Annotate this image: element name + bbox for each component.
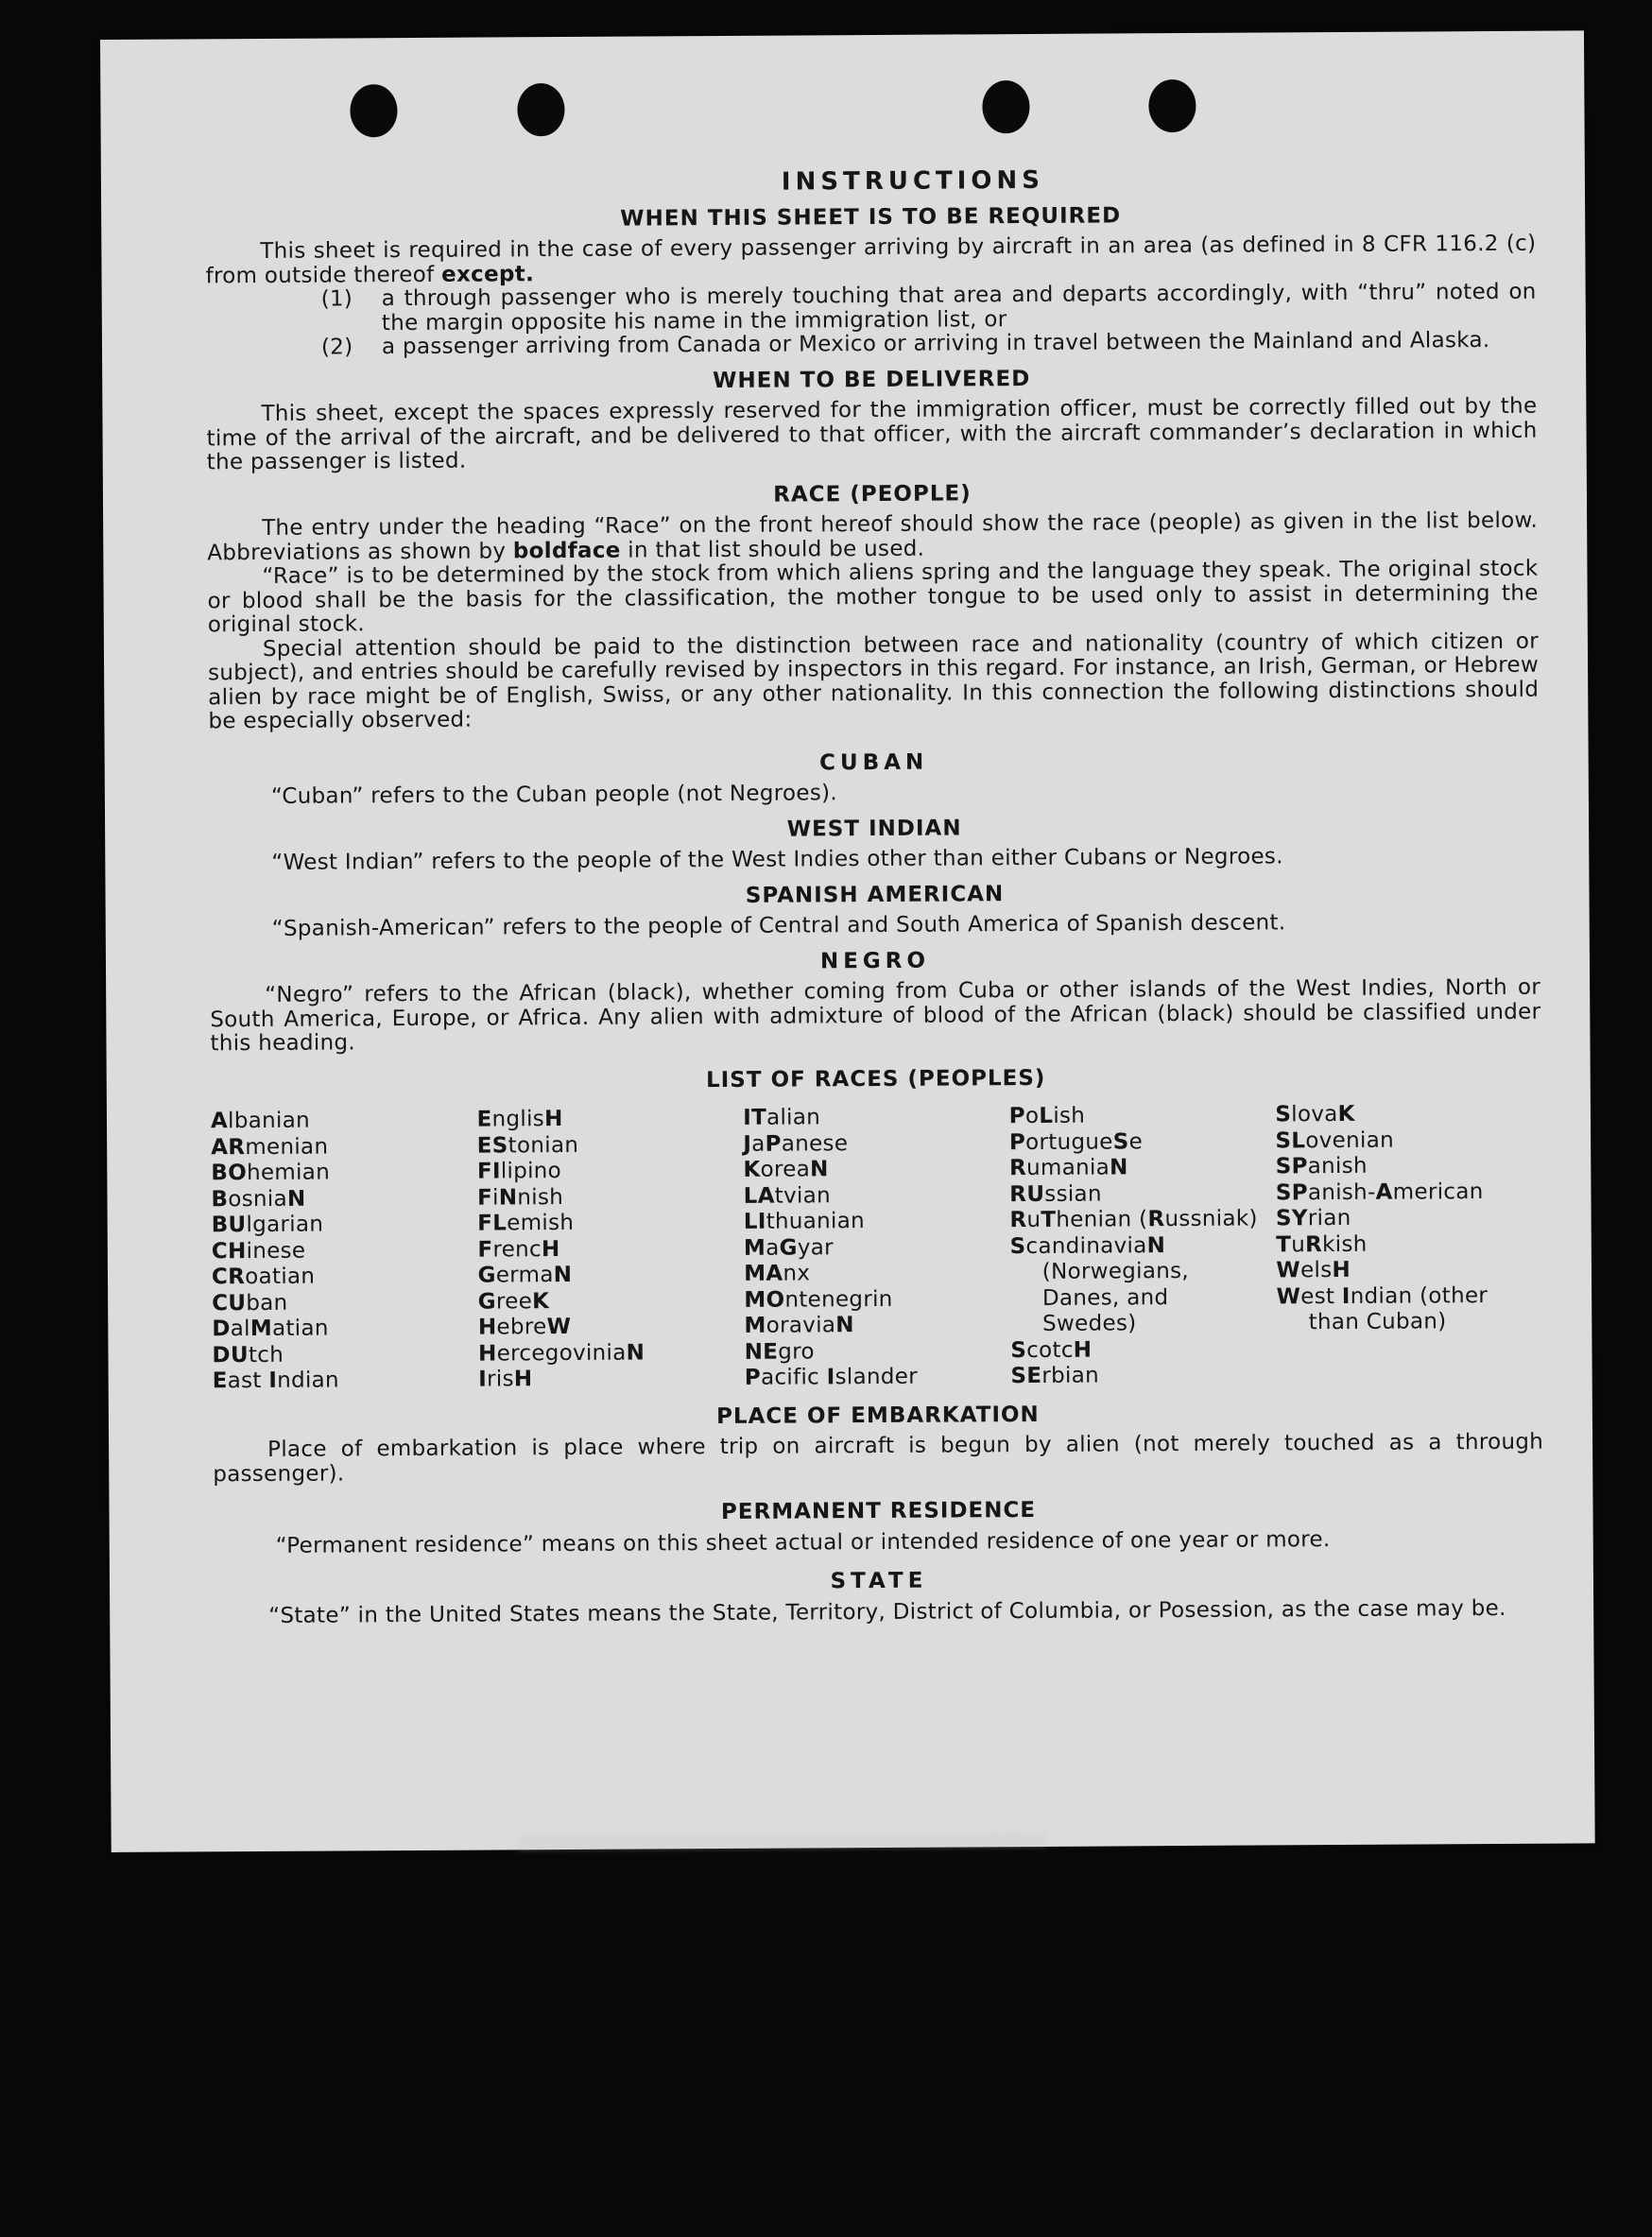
race-entry: RumaniaN xyxy=(1009,1155,1128,1181)
race-entry: FiNnish xyxy=(477,1184,564,1211)
race-entry: SLovenian xyxy=(1275,1127,1395,1153)
races-list xyxy=(211,1101,1543,1395)
section-heading-list-of-races: LIST OF RACES (PEOPLES) xyxy=(705,1065,1046,1093)
race-entry: ARmenian xyxy=(211,1134,329,1160)
exception-item: (2) a passenger arriving from Canada or Mexico or arriving in travel between the Mainland and Alaska. xyxy=(320,328,1490,360)
race-entry: than Cuban) xyxy=(1308,1309,1447,1335)
race-entry: GermaN xyxy=(477,1262,573,1288)
punch-hole xyxy=(982,80,1029,133)
race-entry: IrisH xyxy=(478,1367,533,1392)
section-heading-state: STATE xyxy=(830,1568,928,1594)
when-required-intro: This sheet is required in the case of every passenger arriving by aircraft in an area (as defined in 8 CFR 116.2 (c) from outside thereof except. xyxy=(205,231,1537,288)
race-entry: Swedes) xyxy=(1042,1311,1137,1336)
race-entry: FIlipino xyxy=(476,1159,562,1184)
race-entry: KoreaN xyxy=(743,1157,829,1182)
race-entry: DUtch xyxy=(212,1342,284,1368)
race-entry: (Norwegians, xyxy=(1041,1258,1190,1284)
race-entry: Pacific Islander xyxy=(744,1364,919,1390)
race-entry: BUlgarian xyxy=(211,1212,324,1238)
document-title: INSTRUCTIONS xyxy=(781,165,1045,197)
race-entry: MOntenegrin xyxy=(744,1286,893,1313)
race-entry: GreeK xyxy=(477,1288,550,1315)
race-entry: JaPanese xyxy=(743,1130,849,1157)
race-paragraph: “Race” is to be determined by the stock from which aliens spring and the language they speak. The original stock or blood shall be the basis for the classification, the mother tongue to be used only to assist in determining the original stock. xyxy=(207,556,1539,638)
races-column xyxy=(743,1104,1010,1391)
race-entry: ScandinaviaN xyxy=(1009,1232,1166,1259)
race-entry: PoLish xyxy=(1008,1103,1086,1129)
race-entry: BosniaN xyxy=(211,1186,306,1212)
race-entry: NEgro xyxy=(744,1338,815,1365)
race-entry: CHinese xyxy=(211,1238,306,1264)
race-entry: LAtvian xyxy=(743,1182,832,1209)
race-paragraph: Special attention should be paid to the distinction between race and nationality (country of which citizen or subject), and entries should be carefully revised by inspectors in this regard. For instance, an Irish, German, or Hebrew alien by race might be of English, Swiss, or any other nationality. In this connection the following distinctions should be especially observed: xyxy=(208,628,1540,734)
race-entry: Albanian xyxy=(210,1108,311,1134)
race-entry: WelsH xyxy=(1276,1257,1351,1283)
race-entry: MaGyar xyxy=(743,1234,834,1261)
race-entry: HercegoviniaN xyxy=(478,1340,645,1367)
race-entry: TuRkish xyxy=(1276,1231,1368,1257)
state-definition: “State” in the United States means the State, Territory, District of Columbia, or Posession, as the case may be. xyxy=(268,1595,1506,1628)
permanent-residence-definition: “Permanent residence” means on this sheet actual or intended residence of one year or more. xyxy=(275,1526,1331,1558)
punch-hole xyxy=(1148,79,1196,132)
west-indian-definition: “West Indian” refers to the people of the West Indies other than either Cubans or Negroes. xyxy=(271,844,1283,875)
race-entry: SPanish xyxy=(1275,1153,1368,1179)
section-heading-negro: NEGRO xyxy=(819,948,931,973)
document-page xyxy=(100,30,1595,1852)
section-heading-permanent-residence: PERMANENT RESIDENCE xyxy=(720,1497,1037,1525)
race-entry: PortugueSe xyxy=(1008,1128,1144,1155)
scan-smudge xyxy=(518,1833,1047,1850)
section-heading-place-of-embarkation: PLACE OF EMBARKATION xyxy=(715,1402,1040,1429)
races-column xyxy=(1009,1102,1277,1389)
punch-hole xyxy=(350,84,397,137)
race-entry: ITalian xyxy=(743,1105,821,1130)
section-heading-when-delivered: WHEN TO BE DELIVERED xyxy=(713,366,1031,393)
race-entry: FLemish xyxy=(477,1210,575,1236)
race-entry: RuThenian (Russniak) xyxy=(1009,1206,1258,1233)
instructions-content xyxy=(205,166,1544,1629)
race-entry: HebreW xyxy=(477,1314,572,1340)
race-entry: RUssian xyxy=(1009,1181,1102,1207)
race-entry: MoraviaN xyxy=(744,1313,854,1338)
race-entry: SYrian xyxy=(1275,1205,1351,1231)
race-entry: CUban xyxy=(212,1290,288,1316)
race-entry: BOhemian xyxy=(211,1160,331,1186)
race-entry: MAnx xyxy=(744,1261,811,1286)
cuban-definition: “Cuban” refers to the Cuban people (not Negroes). xyxy=(270,781,838,809)
race-entry: SPanish-American xyxy=(1275,1179,1484,1205)
races-column xyxy=(211,1108,478,1395)
race-entry: SErbian xyxy=(1010,1363,1100,1389)
race-entry: West Indian (other xyxy=(1276,1282,1489,1309)
race-entry: ScotcH xyxy=(1010,1337,1093,1363)
race-entry: DalMatian xyxy=(212,1316,329,1342)
punch-hole xyxy=(517,83,564,136)
section-heading-race: RACE (PEOPLE) xyxy=(773,480,972,508)
race-entry: FrencH xyxy=(477,1236,560,1263)
negro-definition: “Negro” refers to the African (black), whether coming from Cuba or other islands of the West Indies, North or South America, Europe, or Africa. Any alien with admixture of blood of the African (black) should be classified under this heading. xyxy=(210,974,1541,1057)
exception-item: (1) a through passenger who is merely touching that area and departs accordingly, with “thru” noted on the margin opposite his name in the immigration list, or xyxy=(320,279,1537,336)
race-entry: Danes, and xyxy=(1041,1284,1169,1311)
section-heading-cuban: CUBAN xyxy=(819,749,929,775)
race-paragraph: The entry under the heading “Race” on the front hereof should show the race (people) as given in the list below. Abbreviations as shown by boldface in that list should be used. xyxy=(207,508,1539,565)
race-entry: EnglisH xyxy=(476,1107,563,1132)
race-entry: CRoatian xyxy=(211,1264,316,1290)
section-heading-west-indian: WEST INDIAN xyxy=(786,815,962,842)
spanish-american-definition: “Spanish-American” refers to the people of Central and South America of Spanish descent. xyxy=(271,910,1286,941)
when-delivered-text: This sheet, except the spaces expressly reserved for the immigration officer, must be correctly filled out by the time of the arrival of the aircraft, and be delivered to that officer, with the aircraft commander’s declaration in which the passenger is listed. xyxy=(206,393,1538,475)
races-column xyxy=(477,1106,745,1393)
section-heading-spanish-american: SPANISH AMERICAN xyxy=(745,881,1005,908)
section-heading-when-required: WHEN THIS SHEET IS TO BE REQUIRED xyxy=(620,202,1122,232)
race-entry: LIthuanian xyxy=(743,1209,866,1234)
race-entry: East Indian xyxy=(212,1368,339,1394)
races-column xyxy=(1275,1101,1542,1388)
race-entry: SlovaK xyxy=(1275,1101,1355,1127)
place-of-embarkation-definition: Place of embarkation is place where trip on aircraft is begun by alien (not merely touched as a through passenger). xyxy=(213,1429,1544,1487)
race-entry: EStonian xyxy=(476,1132,579,1159)
